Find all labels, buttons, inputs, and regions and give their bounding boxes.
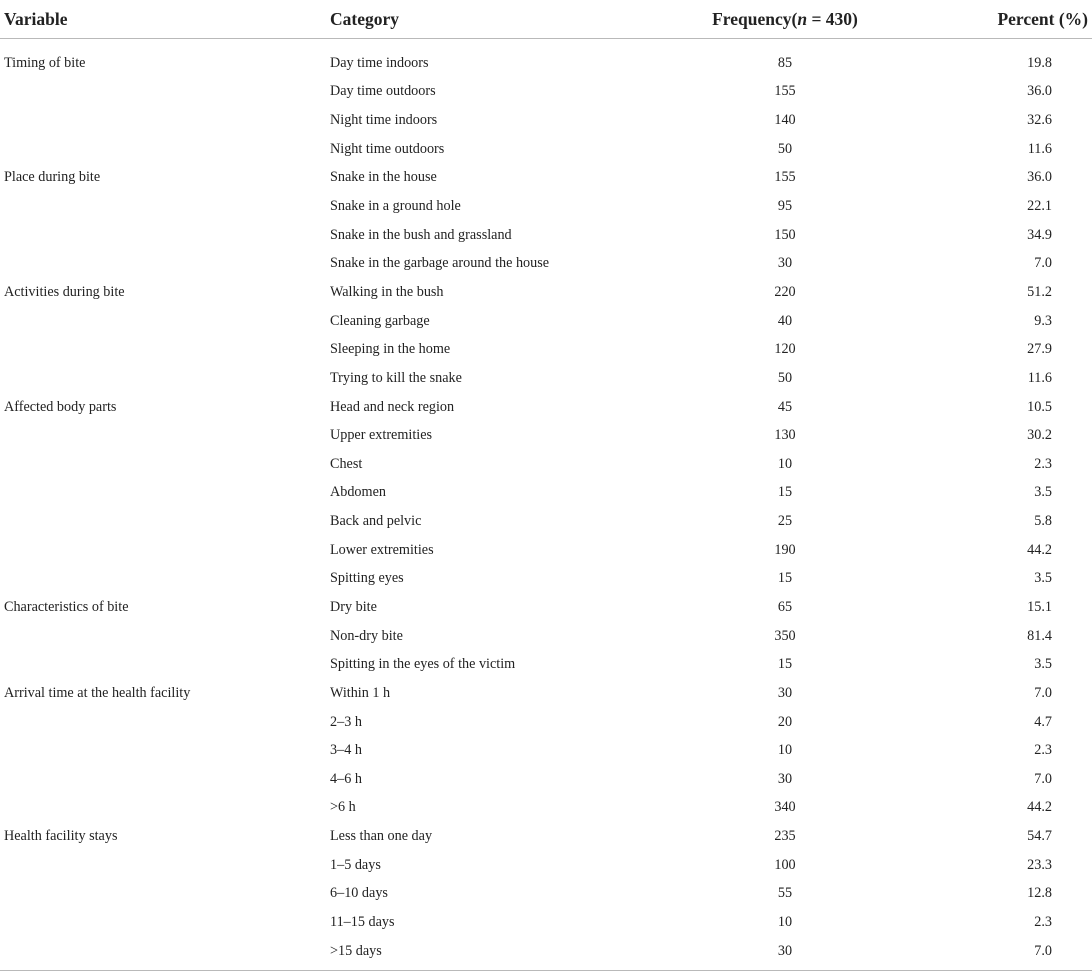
cell-frequency: 55: [777, 885, 793, 902]
cell-frequency: 130: [774, 427, 796, 444]
table-row: [0, 794, 1092, 823]
cell-frequency: 15: [777, 570, 793, 587]
cell-variable: [0, 794, 330, 823]
table-row: [0, 765, 1092, 794]
table-row: [0, 421, 1092, 450]
cell-variable: [0, 880, 330, 909]
cell-category: >6 h: [330, 799, 356, 816]
cell-percent: 3.5: [1034, 484, 1052, 501]
cell-category: Dry bite: [330, 598, 377, 615]
cell-category: 11–15 days: [330, 914, 395, 931]
cell-category: Upper extremities: [330, 427, 433, 444]
cell-variable: [0, 937, 330, 970]
cell-variable: [0, 450, 330, 479]
cell-category: Snake in a ground hole: [330, 198, 461, 215]
table-row: [0, 364, 1092, 393]
cell-variable: [0, 622, 330, 651]
cell-variable: [0, 851, 330, 880]
cell-frequency: 120: [774, 341, 796, 358]
table-row: [0, 106, 1092, 135]
cell-category: Less than one day: [330, 828, 433, 845]
cell-frequency: 15: [777, 484, 793, 501]
cell-variable: [0, 135, 330, 164]
table-row: [0, 880, 1092, 909]
cell-percent: 36.0: [1027, 83, 1052, 100]
cell-percent: 2.3: [1034, 742, 1052, 759]
table-row: [0, 78, 1092, 107]
table-body: [0, 39, 1092, 971]
header-frequency-suffix: = 430): [807, 8, 858, 29]
cell-percent: 23.3: [1027, 856, 1052, 873]
cell-percent: 44.2: [1027, 541, 1052, 558]
table-row: [0, 851, 1092, 880]
cell-category: >15 days: [330, 937, 670, 970]
cell-category: Trying to kill the snake: [330, 369, 462, 386]
cell-category: Day time outdoors: [330, 83, 436, 100]
header-frequency-prefix: Frequency(: [712, 8, 798, 29]
cell-variable: [0, 908, 330, 937]
cell-frequency: 20: [777, 713, 793, 730]
cell-category: Cleaning garbage: [330, 312, 430, 329]
cell-variable: [0, 421, 330, 450]
cell-variable: [0, 307, 330, 336]
table-row: [0, 192, 1092, 221]
cell-category: Night time indoors: [330, 112, 438, 129]
header-frequency: [670, 0, 900, 39]
cell-variable: [0, 364, 330, 393]
cell-category: Chest: [330, 455, 363, 472]
cell-frequency: 25: [777, 513, 793, 530]
cell-category: Head and neck region: [330, 398, 455, 415]
cell-variable: [0, 106, 330, 135]
cell-frequency: 40: [777, 312, 793, 329]
table-row: [0, 249, 1092, 278]
cell-variable: [0, 507, 330, 536]
cell-percent: 11.6: [1027, 140, 1052, 157]
cell-percent: 7.0: [1034, 684, 1052, 701]
cell-category: Spitting eyes: [330, 570, 404, 587]
cell-percent: 7.0: [1034, 770, 1052, 787]
cell-percent: 7.0: [1034, 255, 1052, 272]
cell-category: Walking in the bush: [330, 283, 444, 300]
cell-variable: [0, 736, 330, 765]
cell-variable: Affected body parts: [4, 398, 117, 415]
cell-frequency: 190: [774, 541, 796, 558]
cell-category: Non-dry bite: [330, 627, 403, 644]
table-row: [0, 593, 1092, 622]
table-row: [0, 937, 1092, 970]
cell-frequency: 30: [777, 770, 793, 787]
cell-frequency: 65: [777, 598, 793, 615]
cell-percent: 30.2: [1027, 427, 1052, 444]
cell-frequency: 235: [774, 828, 796, 845]
cell-frequency: 155: [774, 83, 796, 100]
cell-percent: 3.5: [1034, 656, 1052, 673]
cell-variable: [0, 565, 330, 594]
cell-variable: Place during bite: [4, 169, 101, 186]
cell-variable: Characteristics of bite: [4, 598, 129, 615]
cell-percent: 32.6: [1027, 112, 1052, 129]
cell-frequency: 10: [777, 742, 793, 759]
cell-percent: 3.5: [1034, 570, 1052, 587]
table-row: [0, 479, 1092, 508]
cell-frequency: 155: [774, 169, 796, 186]
table-row: [0, 536, 1092, 565]
cell-percent: 4.7: [1034, 713, 1052, 730]
table-row: [0, 307, 1092, 336]
cell-frequency: 10: [777, 914, 793, 931]
cell-category: Back and pelvic: [330, 513, 422, 530]
cell-variable: [0, 479, 330, 508]
cell-category: Snake in the garbage around the house: [330, 255, 550, 272]
cell-variable: Timing of bite: [4, 54, 86, 71]
cell-category: 4–6 h: [330, 770, 362, 787]
cell-category: Within 1 h: [330, 684, 391, 701]
cell-variable: Health facility stays: [4, 828, 118, 845]
cell-percent: 54.7: [1027, 828, 1052, 845]
cell-percent: 36.0: [1027, 169, 1052, 186]
cell-category: Snake in the house: [330, 169, 437, 186]
cell-category: 3–4 h: [330, 742, 362, 759]
cell-category: 1–5 days: [330, 856, 381, 873]
cell-percent: 51.2: [1027, 283, 1052, 300]
table-row: [0, 39, 1092, 78]
header-category: Category: [330, 0, 670, 39]
cell-category: Abdomen: [330, 484, 386, 501]
cell-frequency: 350: [774, 627, 796, 644]
cell-percent: 5.8: [1034, 513, 1052, 530]
cell-category: 6–10 days: [330, 885, 388, 902]
cell-frequency: 30: [777, 684, 793, 701]
cell-variable: [0, 536, 330, 565]
cell-category: Lower extremities: [330, 541, 434, 558]
cell-percent: 19.8: [1027, 54, 1052, 71]
cell-variable: [0, 249, 330, 278]
table-row: [0, 650, 1092, 679]
cell-variable: [0, 765, 330, 794]
cell-percent: 2.3: [1034, 914, 1052, 931]
cell-variable: [0, 78, 330, 107]
cell-frequency: 95: [777, 198, 793, 215]
cell-category: Sleeping in the home: [330, 341, 451, 358]
table-row: [0, 622, 1092, 651]
table-row: [0, 164, 1092, 193]
cell-percent: 9.3: [1034, 312, 1052, 329]
cell-variable: [0, 335, 330, 364]
cell-percent: 44.2: [1027, 799, 1052, 816]
cell-frequency: 150: [774, 226, 796, 243]
table-row: [0, 908, 1092, 937]
cell-percent: 22.1: [1027, 198, 1052, 215]
cell-category: Day time indoors: [330, 54, 429, 71]
cell-frequency: 100: [774, 856, 796, 873]
cell-frequency: 50: [777, 140, 793, 157]
cell-percent: 7.0: [900, 937, 1092, 970]
cell-frequency: 140: [774, 112, 796, 129]
cell-frequency: 85: [777, 54, 793, 71]
cell-percent: 2.3: [1034, 455, 1052, 472]
cell-percent: 15.1: [1027, 598, 1052, 615]
table-row: [0, 221, 1092, 250]
cell-frequency: 30: [670, 937, 900, 970]
table-row: [0, 565, 1092, 594]
cell-frequency: 10: [777, 455, 793, 472]
table-row: [0, 507, 1092, 536]
table-row: [0, 335, 1092, 364]
cell-percent: 12.8: [1027, 885, 1052, 902]
cell-variable: Arrival time at the health facility: [4, 684, 191, 701]
cell-variable: [0, 192, 330, 221]
cell-frequency: 45: [777, 398, 793, 415]
header-percent: Percent (%): [900, 0, 1092, 39]
cell-percent: 34.9: [1027, 226, 1052, 243]
header-variable: Variable: [0, 0, 330, 39]
cell-variable: [0, 221, 330, 250]
table-row: [0, 822, 1092, 851]
table-row: [0, 679, 1092, 708]
cell-category: Spitting in the eyes of the victim: [330, 656, 516, 673]
cell-frequency: 15: [777, 656, 793, 673]
table-row: [0, 450, 1092, 479]
cell-frequency: 30: [777, 255, 793, 272]
table-row: [0, 393, 1092, 422]
cell-percent: 27.9: [1027, 341, 1052, 358]
cell-variable: [0, 650, 330, 679]
cell-frequency: 50: [777, 369, 793, 386]
cell-percent: 10.5: [1027, 398, 1052, 415]
cell-frequency: 340: [774, 799, 796, 816]
cell-category: 2–3 h: [330, 713, 362, 730]
table-row: [0, 135, 1092, 164]
cell-category: Night time outdoors: [330, 140, 445, 157]
table-row: [0, 278, 1092, 307]
cell-percent: 81.4: [1027, 627, 1052, 644]
cell-variable: Activities during bite: [4, 283, 125, 300]
cell-variable: [0, 708, 330, 737]
cell-frequency: 220: [774, 283, 796, 300]
header-frequency-n: n: [797, 8, 808, 29]
table-header-row: [0, 0, 1092, 39]
cell-category: Snake in the bush and grassland: [330, 226, 512, 243]
table-row: [0, 736, 1092, 765]
cell-percent: 11.6: [1027, 369, 1052, 386]
table-row: [0, 708, 1092, 737]
